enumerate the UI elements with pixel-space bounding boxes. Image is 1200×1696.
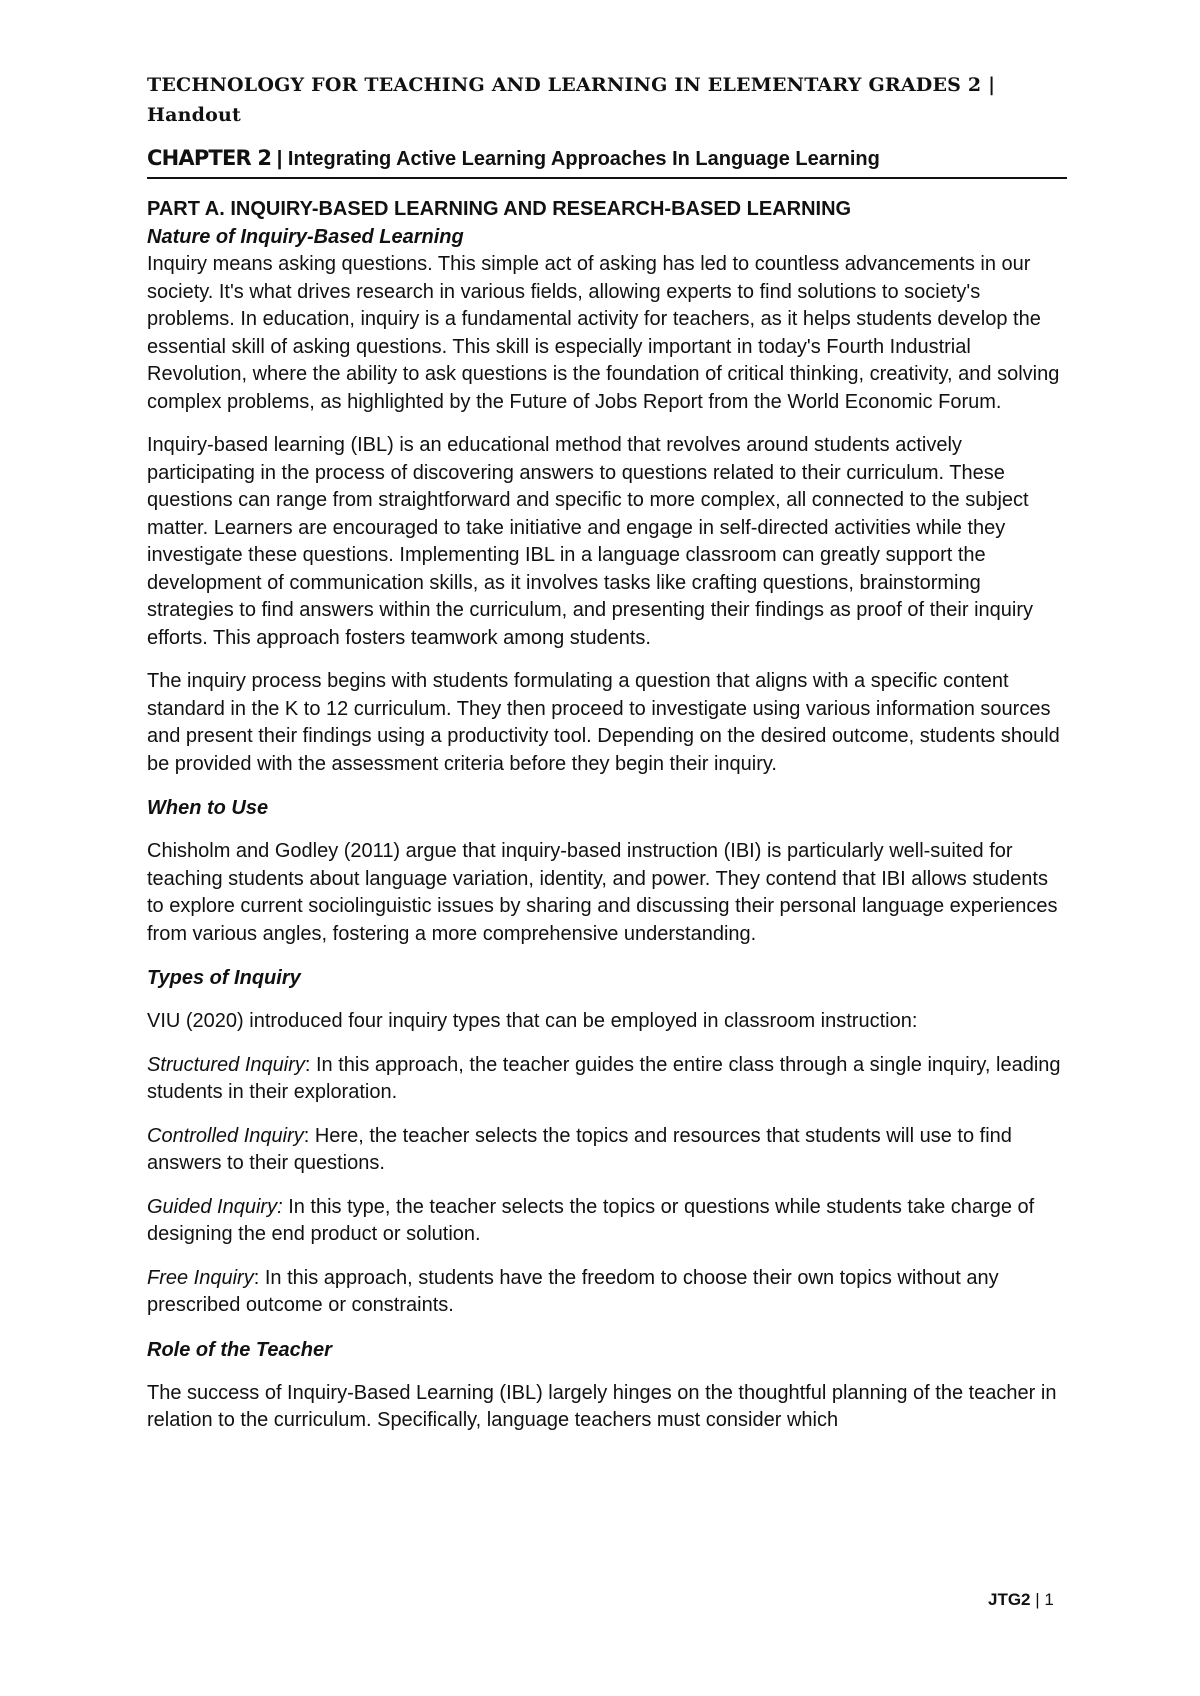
- chapter-label: CHAPTER 2: [147, 146, 272, 170]
- inquiry-type-guided: [147, 1194, 1067, 1249]
- chapter-title: Integrating Active Learning Approaches In Language Learning: [287, 148, 880, 170]
- page-content: [147, 70, 1067, 1451]
- when-to-use-heading: When to Use: [147, 797, 269, 819]
- part-a-heading: PART A. INQUIRY-BASED LEARNING AND RESEARCH-BASED LEARNING: [147, 198, 852, 220]
- inquiry-type-term: Controlled Inquiry: [147, 1124, 304, 1147]
- inquiry-type-text: : Here, the teacher selects the topics and resources that students will use to find answers to their questions.: [147, 1124, 1012, 1174]
- role-of-teacher-heading: Role of the Teacher: [147, 1338, 332, 1361]
- paragraph-inquiry-meaning: Inquiry means asking questions. This simple act of asking has led to countless advancements in our society. It's what drives research in various fields, allowing experts to find solutions to society's problems. In education, inquiry is a fundamental activity for teachers, as it helps students develop the essential skill of asking questions. This skill is especially important in today's Fourth Industrial Revolution, where the ability to ask questions is the foundation of critical thinking, creativity, and solving complex problems, as highlighted by the Future of Jobs Report from the World Economic Forum.: [147, 253, 1060, 413]
- inquiry-type-term: Free Inquiry: [147, 1266, 254, 1289]
- inquiry-type-controlled: [147, 1123, 1067, 1178]
- types-of-inquiry-heading: Types of Inquiry: [147, 967, 301, 989]
- paragraph-inquiry-process: The inquiry process begins with students formulating a question that aligns with a specific content standard in the K to 12 curriculum. They then proceed to investigate using various information sources and present their findings using a productivity tool. Depending on the desired outcome, students should be provided with the assessment criteria before they begin their inquiry.: [147, 670, 1060, 775]
- paragraph-when-to-use: Chisholm and Godley (2011) argue that inquiry-based instruction (IBI) is particularly well-suited for teaching students about language variation, identity, and power. They contend that IBI allows students to explore current sociolinguistic issues by sharing and discussing their personal language experiences from various angles, fostering a more comprehensive understanding.: [147, 840, 1058, 945]
- inquiry-type-structured: [147, 1052, 1067, 1107]
- paragraph-types-intro: VIU (2020) introduced four inquiry types that can be employed in classroom instruction:: [147, 1010, 918, 1032]
- chapter-heading: [147, 144, 1067, 179]
- paragraph-role-of-teacher: The success of Inquiry-Based Learning (IBL) largely hinges on the thoughtful planning of the teacher in relation to the curriculum. Specifically, language teachers must consider which: [147, 1381, 1057, 1431]
- inquiry-type-text: : In this approach, students have the freedom to choose their own topics without any prescribed outcome or constraints.: [147, 1266, 999, 1316]
- inquiry-type-free: [147, 1265, 1067, 1320]
- nature-heading: Nature of Inquiry-Based Learning: [147, 226, 464, 248]
- document-title: [147, 70, 1067, 130]
- document-title-line-1: TECHNOLOGY FOR TEACHING AND LEARNING IN ELEMENTARY GRADES 2 |: [147, 74, 996, 96]
- paragraph-ibl-definition: Inquiry-based learning (IBL) is an educational method that revolves around students actively participating in the process of discovering answers to questions related to their curriculum. These questions can range from straightforward and specific to more complex, all connected to the subject matter. Learners are encouraged to take initiative and engage in self-directed activities while they investigate these questions. Implementing IBL in a language classroom can greatly support the development of communication skills, as it involves tasks like crafting questions, brainstorming strategies to find answers within the curriculum, and presenting their findings as proof of their inquiry efforts. This approach fosters teamwork among students.: [147, 434, 1034, 649]
- page-footer: [988, 1588, 1054, 1612]
- footer-code: JTG2: [988, 1590, 1031, 1609]
- chapter-separator: |: [271, 148, 288, 170]
- footer-separator: |: [1030, 1590, 1045, 1609]
- inquiry-type-text: In this type, the teacher selects the topics or questions while students take charge of designing the end product or solution.: [147, 1195, 1035, 1245]
- page-number: 1: [1044, 1590, 1054, 1609]
- inquiry-type-term: Structured Inquiry: [147, 1053, 305, 1076]
- inquiry-type-term: Guided Inquiry:: [147, 1195, 283, 1218]
- inquiry-type-text: : In this approach, the teacher guides the entire class through a single inquiry, leading students in their exploration.: [147, 1053, 1061, 1103]
- document-title-line-2: Handout: [147, 104, 242, 126]
